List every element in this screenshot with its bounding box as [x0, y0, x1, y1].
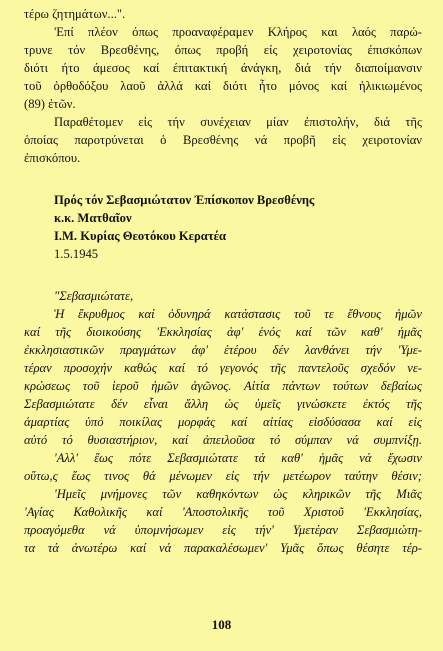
letter-line: 'Αγίας Καθολικῆς καί 'Αποστολικῆς τοῦ Χριστοῦ 'Εκκλησίας, — [24, 505, 422, 519]
text-line: διότι ήτο άμεσος καί έπιτακτική άνάγκη, διά τήν διαποίμανσιν — [24, 61, 422, 75]
text-line: Παραθέτομεν εἰς τήν συνέχειαν μίαν ἐπιστολήν, διά τῆς — [54, 115, 422, 129]
letter-line: ἁμαρτίας ὑπό ποικίλας μορφάς καί αἰτίας εἰσδύσασα καί εἰς — [24, 415, 422, 429]
letter-line: προαγόμεθα νά ὑπομνήσωμεν εἰς τήν' Υμετέραν Σεβασμιώτη- — [24, 523, 422, 537]
addressee-line: κ.κ. Ματθαῖον — [54, 211, 132, 225]
letter-line: οὕτω,ς ἕως τινος θά μένωμεν εἰς τήν μετέωρον ταύτην θέσιν; — [24, 469, 422, 483]
letter-line: 'Ημεῖς μνήμονες τῶν καθηκόντων ὡς κληρικῶν τῆς Μιᾶς — [54, 487, 422, 501]
letter-line: κρώσεως τοῦ ἱεροῦ ἡμῶν ἀγῶνος. Αἰτία πάντων τούτων δεβαίως — [24, 379, 422, 393]
letter-line: αὐτό τό θυσιαστήριον, καί ἀπειλοῦσα τό σύμπαν νά συμπνίξῃ. — [24, 433, 422, 447]
letter-line: Σεβασμιώτατε δέν εἶναι ἄλλη ὡς ὑμεῖς γινώσκετε ἐκτός τῆς — [24, 397, 422, 411]
text-line: (89) ἐτῶν. — [24, 97, 76, 111]
addressee-line: Ι.Μ. Κυρίας Θεοτόκου Κερατέα — [54, 229, 227, 243]
letter-line: τα τά ἀνωτέρω καί νά παρακαλέσωμεν' Υμᾶς ὅπως θέσητε τέρ- — [24, 541, 422, 555]
page-number: 108 — [211, 617, 232, 632]
text-line: ἐπισκόπου. — [24, 151, 81, 165]
letter-line: καί τῆς διοικούσης 'Εκκλησίας ἀφ' ἑνός καί τῶν καθ' ἡμᾶς — [24, 325, 422, 339]
text-line: τέρω ζητημάτων...". — [24, 7, 126, 21]
letter-line: 'Αλλ' ἕως πότε Σεβασμιώτατε τά καθ' ἡμᾶς νά ἔχωσιν — [54, 451, 422, 465]
letter-line: τέραν προσοχήν καθώς καί τό γεγονός τῆς παντελοῦς σχεδόν νε- — [24, 361, 422, 375]
letter-line: Ἡ ἔκρυθμος καί ὀδυνηρά κατάστασις τοῦ τε ἔθνους ἡμῶν — [54, 307, 422, 321]
text-line: 'Επί πλέον όπως προαναφέραμεν Κλήρος και λαός παρώ- — [54, 25, 422, 39]
addressee-line: Πρός τόν Σεβασμιώτατον Ἐπίσκοπον Βρεσθένης — [54, 193, 315, 207]
letter-salutation: "Σεβασμιώτατε, — [54, 289, 134, 303]
letter-line: ἐκκλησιαστικῶν πραγμάτων ἀφ' ἑτέρου δέν λανθάνει τήν 'Υμε- — [24, 343, 422, 357]
text-line: ὁποίας παροτρύνεται ὁ Βρεσθένης νά προβῆ εἰς χειροτονίαν — [24, 133, 422, 147]
text-line: τρυνε τόν Βρεσθένης, όπως προβή είς χειροτονίας έπισκόπων — [24, 43, 422, 57]
text-line: τοῦ ὀρθοδόξου λαοῦ ἀλλά καί διότι ἦτο μόνος καί ἡλικιωμένος — [24, 79, 422, 93]
letter-date: 1.5.1945 — [54, 247, 99, 261]
